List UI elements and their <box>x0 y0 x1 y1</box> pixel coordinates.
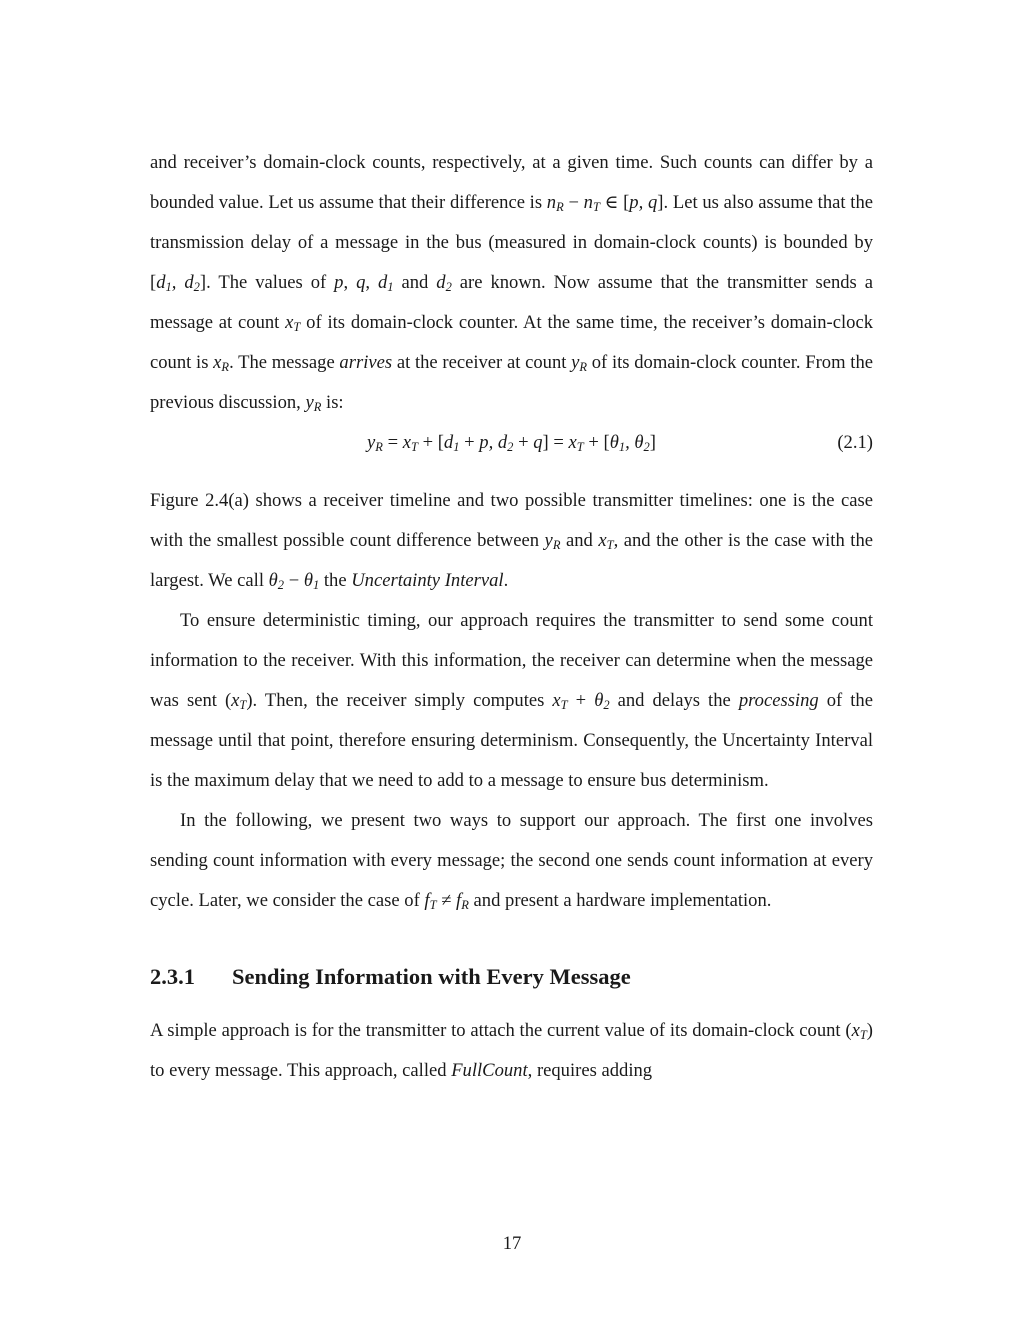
section-title: Sending Information with Every Message <box>232 964 631 989</box>
equation-number: (2.1) <box>837 432 873 453</box>
display-equation <box>150 423 873 463</box>
emphasis: arrives <box>339 352 393 373</box>
math-inline: [$d_1$, $d_2$] <box>150 272 207 294</box>
equation-body: yR = xT + [$d_1 + p$, $d_2 + q$] = xT + [$\theta_1$, $\theta_2$] <box>367 432 656 454</box>
emphasis: Uncertainty Interval <box>351 570 504 591</box>
paragraph: In the following, we present two ways to support our approach. The first one involves sending count information with every message; the second one sends count information at every cycle. Later, we consider the case of fT ≠ fR and present a hardware implementation. <box>150 810 873 912</box>
section-number: 2.3.1 <box>150 964 195 989</box>
paragraph: A simple approach is for the transmitter to attach the current value of its domain-clock count (xT) to every message. This approach, called FullCount, requires adding <box>150 1020 873 1081</box>
paragraph: and receiver’s domain-clock counts, respectively, at a given time. Such counts can differ by a bounded value. Let us assume that their difference is nR − nT ∈ [p, q]. Let us also assume that the transmission delay of a message in the bus (measured in domain-clock counts) is bounded by [$d_1$, $d_2$]. The values of p, q, $d_1$ and $d_2$ are known. Now assume that the transmitter sends a message at count xT of its domain-clock counter. At the same time, the receiver’s domain-clock count is xR. The message arrives at the receiver at count yR of its domain-clock counter. From the previous discussion, yR is: <box>150 152 874 414</box>
emphasis: FullCount <box>451 1060 528 1081</box>
page-body <box>150 143 873 1091</box>
paragraph: To ensure deterministic timing, our approach requires the transmitter to send some count information to the receiver. With this information, the receiver can determine when the message was sent (xT). Then, the receiver simply computes xT + $\theta_2$ and delays the processing of the message until that point, therefore ensuring determinism. Consequently, the Uncertainty Interval is the maximum delay that we need to add to a message to ensure bus determinism. <box>150 610 873 791</box>
paragraph: Figure 2.4(a) shows a receiver timeline and two possible transmitter timelines: one is the case with the smallest possible count difference between yR and xT, and the other is the case with the largest. We call $\theta_2 - \theta_1$ the Uncertainty Interval. <box>150 490 873 592</box>
emphasis: processing <box>738 690 819 711</box>
page-number: 17 <box>502 1233 522 1254</box>
math-inline: nR − nT ∈ [p, q] <box>546 192 664 214</box>
section-heading <box>150 957 873 997</box>
